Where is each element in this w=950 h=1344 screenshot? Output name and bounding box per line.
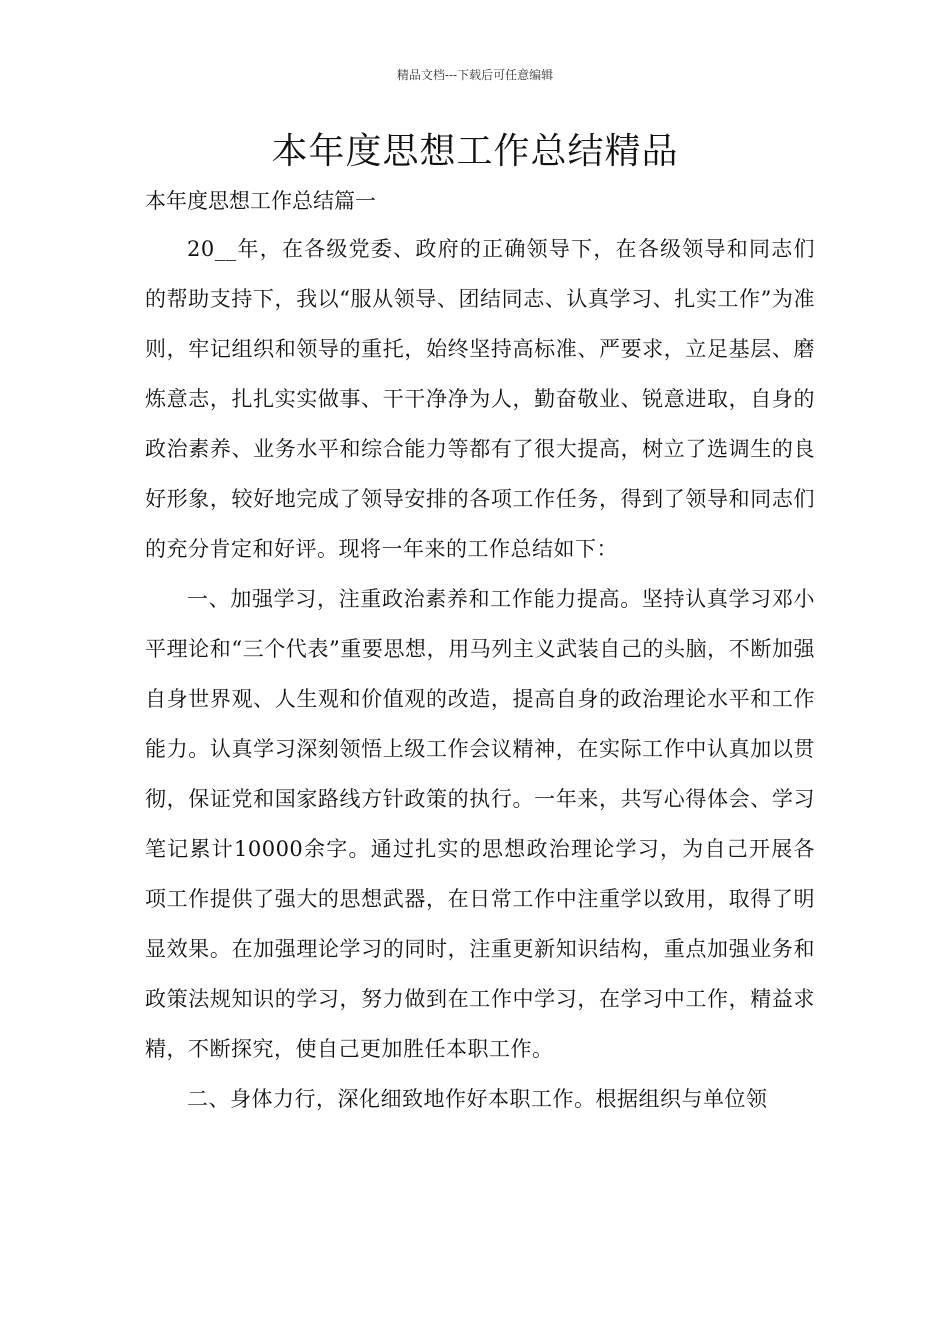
paragraph-work: 二、身体力行，深化细致地作好本职工作。根据组织与单位领: [187, 1087, 768, 1111]
document-title: 本年度思想工作总结精品: [271, 131, 679, 172]
document-body: [145, 224, 815, 1124]
page-header-watermark: 精品文档---下载后可任意编辑: [396, 68, 554, 82]
paragraph-intro: 20__年，在各级党委、政府的正确领导下，在各级领导和同志们的帮助支持下，我以“服从领导、团结同志、认真学习、扎实工作”为准则，牢记组织和领导的重托，始终坚持高标准、严要求，立足基层、磨炼意志，扎扎实实做事、干干净净为人，勤奋敬业、锐意进取，自身的政治素养、业务水平和综合能力等都有了很大提高，树立了选调生的良好形象，较好地完成了领导安排的各项工作任务，得到了领导和同志们的充分肯定和好评。现将一年来的工作总结如下：: [145, 237, 815, 561]
section-heading: 本年度思想工作总结篇一: [145, 189, 376, 213]
paragraph-study: 一、加强学习，注重政治素养和工作能力提高。坚持认真学习邓小平理论和“三个代表”重要思想，用马列主义武装自己的头脑，不断加强自身世界观、人生观和价值观的改造，提高自身的政治理论水平和工作能力。认真学习深刻领悟上级工作会议精神，在实际工作中认真加以贯彻，保证党和国家路线方针政策的执行。一年来，共写心得体会、学习笔记累计10000余字。通过扎实的思想政治理论学习，为自己开展各项工作提供了强大的思想武器，在日常工作中注重学以致用，取得了明显效果。在加强理论学习的同时，注重更新知识结构，重点加强业务和政策法规知识的学习，努力做到在工作中学习，在学习中工作，精益求精，不断探究，使自己更加胜任本职工作。: [145, 587, 815, 1061]
